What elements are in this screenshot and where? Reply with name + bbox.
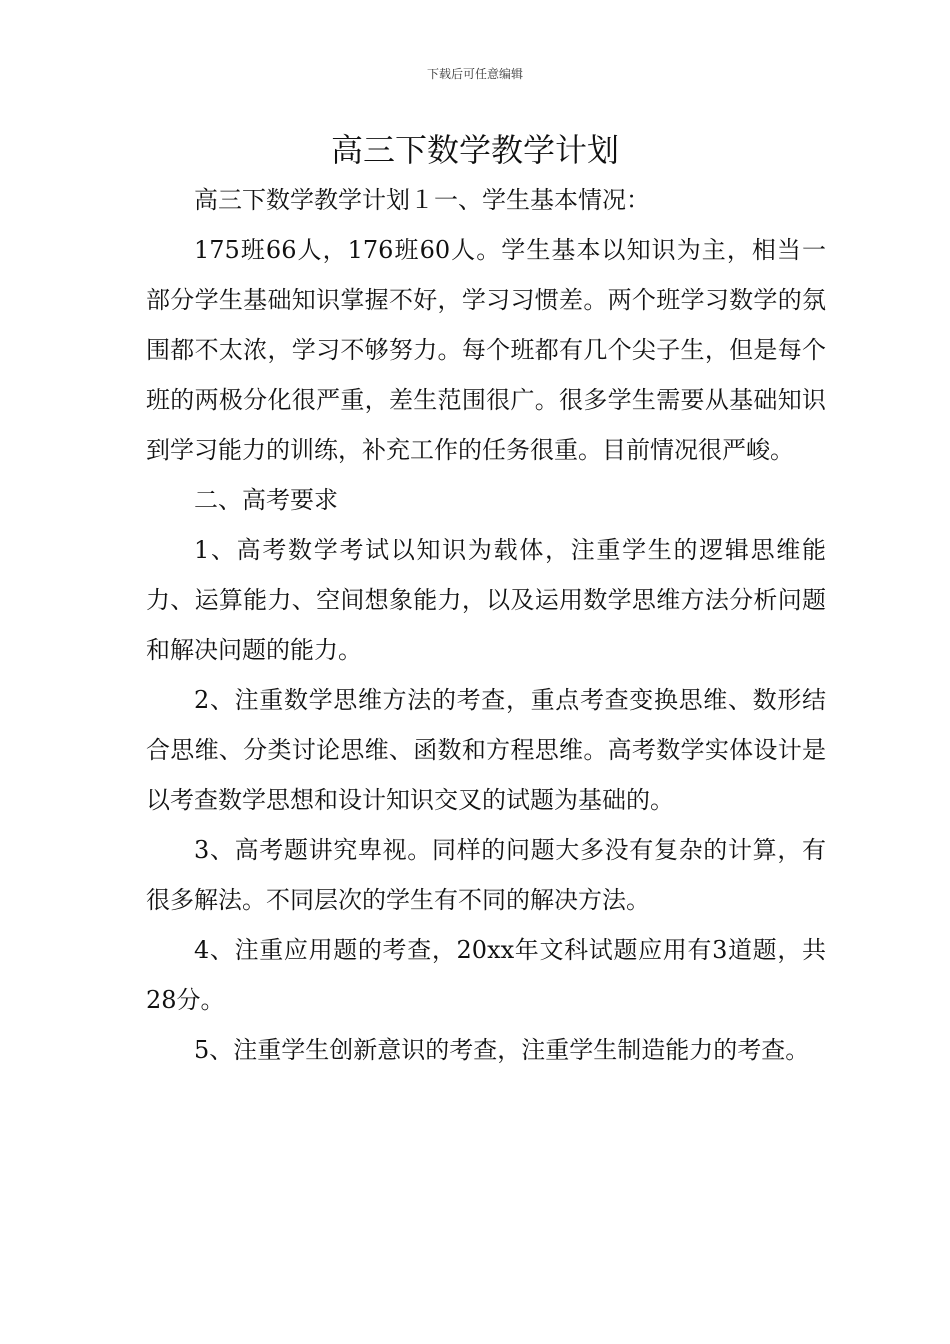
paragraph-requirement-2: 2、注重数学思维方法的考查，重点考查变换思维、数形结合思维、分类讨论思维、函数和方程思维。高考数学实体设计是以考查数学思想和设计知识交叉的试题为基础的。 bbox=[146, 686, 826, 814]
paragraph-requirement-3: 3、高考题讲究卑视。同样的问题大多没有复杂的计算，有很多解法。不同层次的学生有不同的解决方法。 bbox=[146, 836, 826, 914]
header-note: 下载后可任意编辑 bbox=[426, 67, 523, 81]
paragraph-requirement-5: 5、注重学生创新意识的考查，注重学生制造能力的考查。 bbox=[194, 1036, 810, 1064]
paragraph-section-one-heading: 高三下数学教学计划１一、学生基本情况： bbox=[194, 186, 650, 214]
document-title: 高三下数学教学计划 bbox=[330, 131, 619, 169]
paragraph-section-two-heading: 二、高考要求 bbox=[194, 486, 338, 514]
document-body bbox=[146, 175, 826, 1075]
paragraph-requirement-4: 4、注重应用题的考查，20xx年文科试题应用有3道题，共28分。 bbox=[146, 936, 826, 1014]
paragraph-requirement-1: 1、高考数学考试以知识为载体，注重学生的逻辑思维能力、运算能力、空间想象能力，以及运用数学思维方法分析问题和解决问题的能力。 bbox=[146, 536, 826, 664]
paragraph-student-situation: 175班66人，176班60人。学生基本以知识为主，相当一部分学生基础知识掌握不好，学习习惯差。两个班学习数学的氛围都不太浓，学习不够努力。每个班都有几个尖子生，但是每个班的两极分化很严重，差生范围很广。很多学生需要从基础知识到学习能力的训练，补充工作的任务很重。目前情况很严峻。 bbox=[146, 236, 826, 464]
